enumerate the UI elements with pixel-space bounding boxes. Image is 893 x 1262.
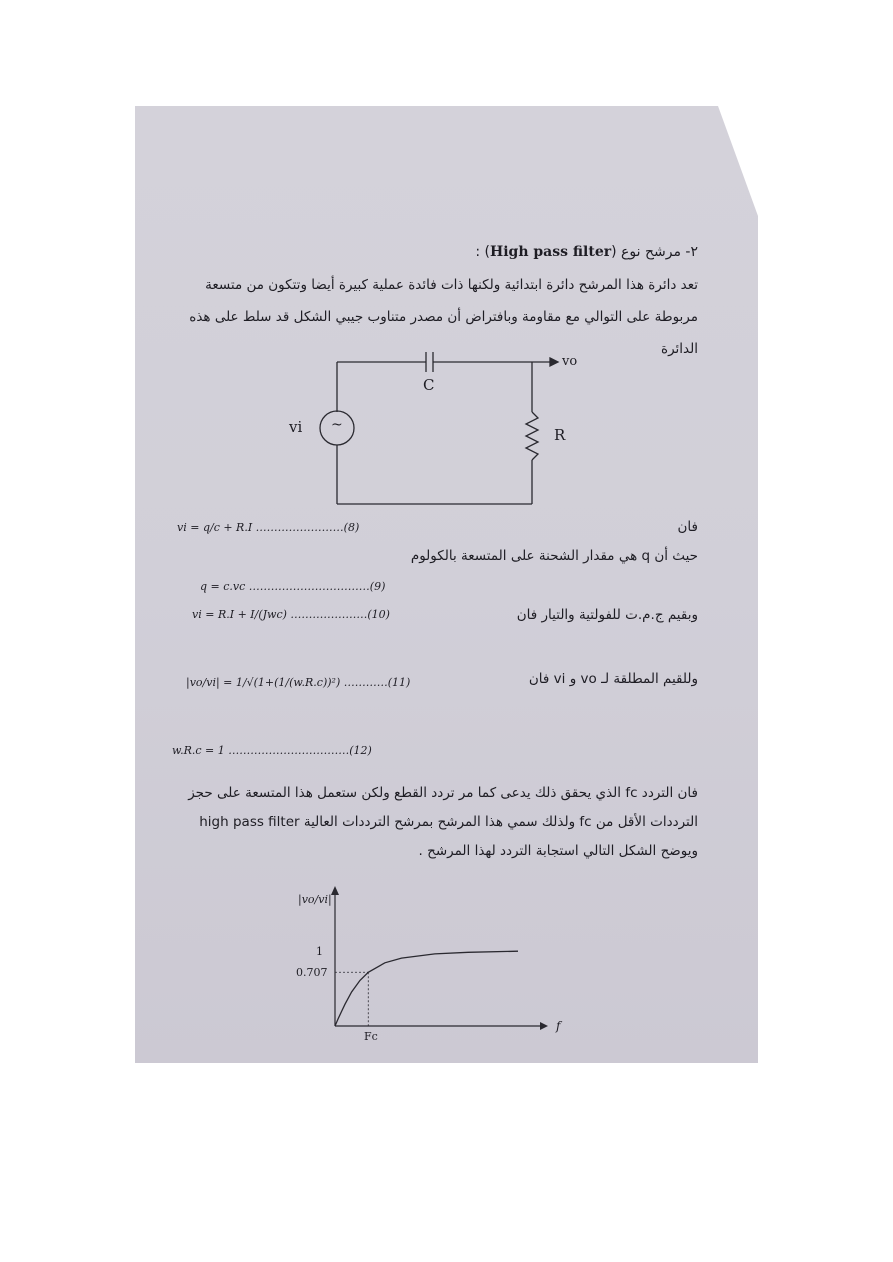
equation-10-intro: وبقيم ج.م.ت للفولتية والتيار فان [516,607,698,623]
chart-y-tick-1: 1 [316,945,323,958]
charge-note: حيث أن q هي مقدار الشحنة على المتسعة بالكولوم [410,548,698,564]
equation-11: |vo/vi| = 1/√(1+(1/(w.R.c))²) …………(11) [186,676,411,689]
resistor-zigzag [526,412,538,460]
chart-x-axis-arrow [540,1022,548,1030]
equation-8: vi = q/c + R.I ……………………(8) [177,521,360,534]
chart-y-label: |vo/vi| [298,893,332,906]
chart-y-tick-0707: 0.707 [296,966,328,979]
output-voltage-label: vo [562,354,578,369]
paragraph-line: الترددات الأقل من fc ولذلك سمي هذا المرشح بمرشح الترددات العالية high pass filter [199,814,698,830]
ac-source-symbol: ~ [331,417,343,433]
equation-10: vi = R.I + I/(Jwc) …………………(10) [192,608,390,621]
equation-11-intro: وللقيم المطلقة لـ vo و vi فان [528,671,698,687]
equation-9: q = c.vc ……………………………(9) [200,580,386,593]
paragraph-line: مربوطة على التوالي مع مقاومة وبافتراض أن مصدر متناوب جيبي الشكل قد سلط على هذه [189,309,698,325]
input-voltage-label: vi [289,418,303,436]
chart-x-label: f [556,1019,561,1033]
equation-8-intro: فان [677,519,698,535]
response-chart [331,886,548,1030]
heading-number: ٢- مرشح نوع ( [611,244,698,260]
paragraph-line: الدائرة [661,341,698,357]
paragraph-line: ويوضح الشكل التالي استجابة التردد لهذا المرشح . [418,843,698,859]
chart-x-tick-fc: Fc [364,1030,378,1043]
resistor-label: R [554,426,566,444]
circuit-diagram [320,352,558,504]
paragraph-line: فان التردد fc الذي يحقق ذلك يدعى كما مر تردد القطع ولكن ستعمل هذا المتسعة على حجز [188,785,698,801]
heading-term: High pass filter [489,244,612,260]
capacitor-label: C [423,376,435,394]
equation-12: w.R.c = 1 ……………………………(12) [172,744,372,757]
chart-series-line [335,951,518,1026]
output-arrow [550,358,558,366]
heading-end: ) : [475,244,490,260]
paragraph-line: تعد دائرة هذا المرشح دائرة ابتدائية ولكنها ذات فائدة عملية كبيرة أيضا وتتكون من متسعة [205,277,698,293]
chart-y-axis-arrow [331,886,339,895]
